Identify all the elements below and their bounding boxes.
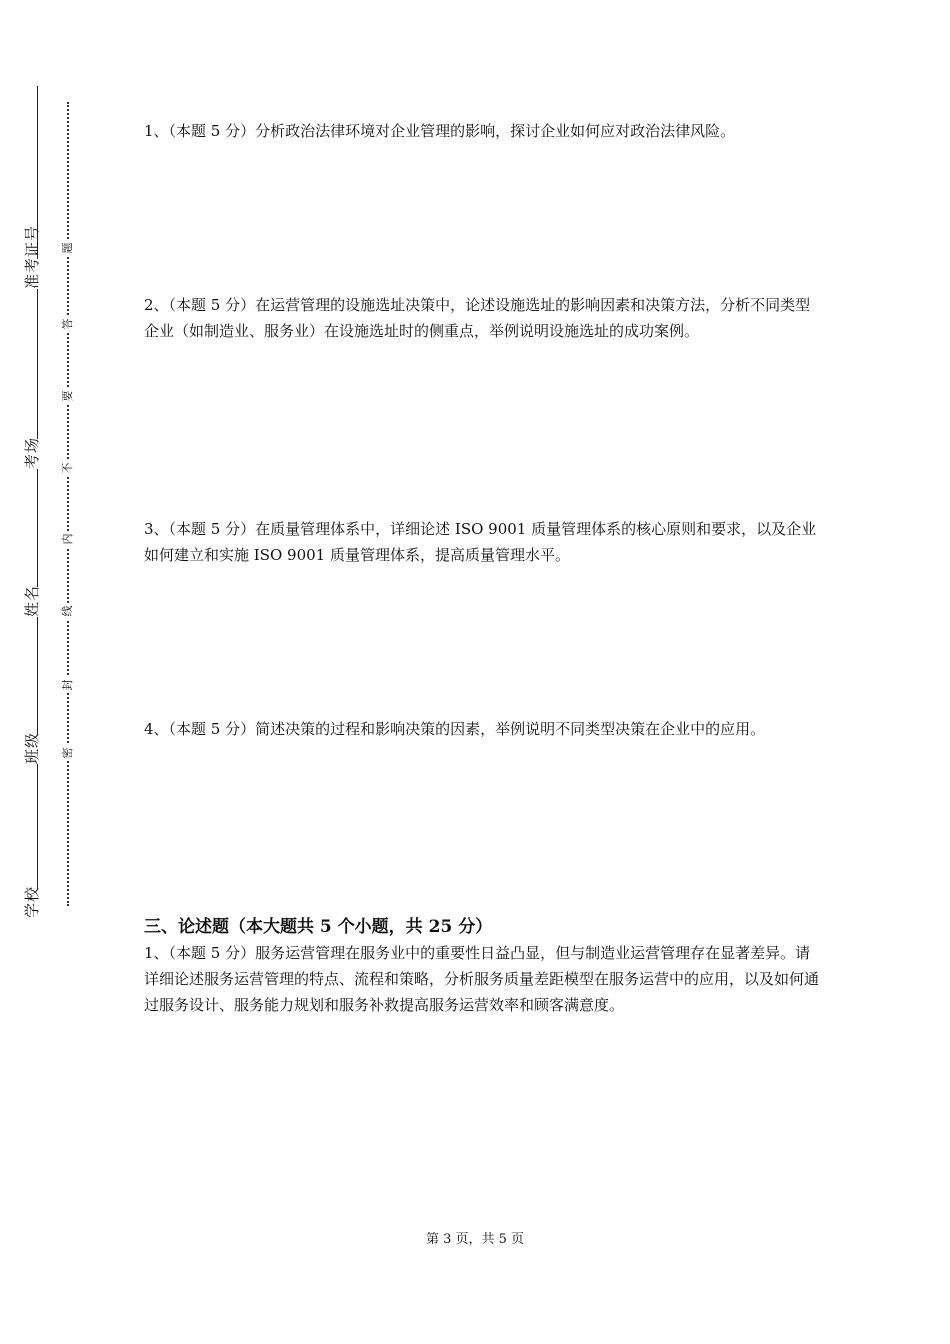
question-count: 5	[319, 917, 332, 937]
section-score: 25	[428, 917, 453, 937]
seal-dotted-line	[67, 102, 69, 906]
binding-margin	[0, 0, 100, 1344]
field-exam-room: 考场	[17, 439, 57, 469]
seal-char: 要	[60, 388, 76, 404]
field-school: 学校	[17, 888, 57, 918]
section-title-suffix: 分）	[458, 917, 493, 937]
section-title-prefix: 三、论述题（本大题共	[144, 917, 314, 937]
seal-char: 题	[60, 240, 76, 256]
field-name: 姓名	[17, 587, 57, 617]
seal-char: 内	[60, 531, 76, 547]
seal-char: 密	[60, 745, 76, 761]
page-number: 第 3 页，共 5 页	[425, 1232, 525, 1247]
question-4: 4、（本题 5 分）简述决策的过程和影响决策的因素，举例说明不同类型决策在企业中的应用。	[144, 720, 766, 738]
question-1: 1、（本题 5 分）分析政治法律环境对企业管理的影响，探讨企业如何应对政治法律风险。	[144, 122, 736, 140]
section-title-mid: 个小题，共	[337, 917, 423, 937]
seal-char: 线	[60, 603, 76, 619]
field-class: 班级	[17, 734, 57, 764]
seal-char: 不	[60, 460, 76, 476]
section-title-essay	[144, 914, 492, 940]
signature-line	[37, 86, 38, 904]
seal-char: 答	[60, 316, 76, 332]
essay-question-1: 1、（本题 5 分）服务运营管理在服务业中的重要性日益凸显，但与制造业运营管理存在显著差异。请详细论述服务运营管理的特点、流程和策略，分析服务质量差距模型在服务运营中的应用，以及如何通过服务设计、服务能力规划和服务补救提高服务运营效率和顾客满意度。	[144, 944, 820, 1014]
seal-char: 封	[60, 677, 76, 693]
question-2: 2、（本题 5 分）在运营管理的设施选址决策中，论述设施选址的影响因素和决策方法，分析不同类型企业（如制造业、服务业）在设施选址时的侧重点，举例说明设施选址的成功案例。	[144, 296, 811, 340]
question-3: 3、（本题 5 分）在质量管理体系中，详细论述 ISO 9001 质量管理体系的核心原则和要求，以及企业如何建立和实施 ISO 9001 质量管理体系，提高质量管理水平。	[144, 520, 817, 564]
field-exam-id: 准考证号	[17, 259, 57, 289]
